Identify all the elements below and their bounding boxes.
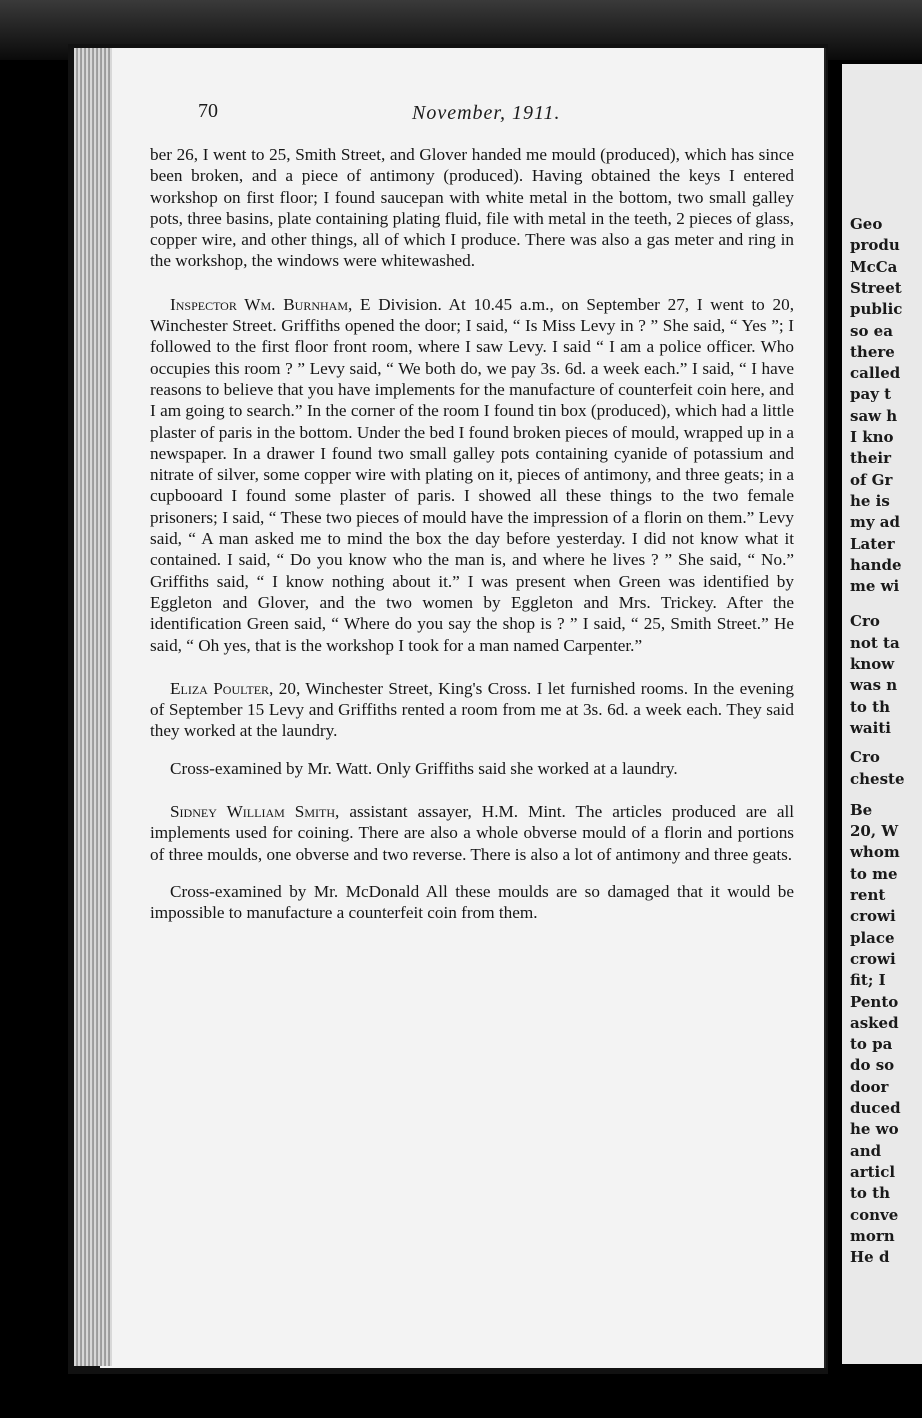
- facing-page-line: public: [850, 300, 903, 319]
- facing-page-line: Cro: [850, 612, 880, 631]
- page-number: 70: [198, 100, 218, 122]
- facing-page-line: conve: [850, 1205, 899, 1224]
- facing-page-line: crowi: [850, 949, 896, 968]
- facing-page-line: to th: [850, 697, 890, 716]
- facing-page-line: of Gr: [850, 470, 893, 489]
- facing-page-line: Pento: [850, 992, 899, 1011]
- paragraph-text: ber 26, I went to 25, Smith Street, and Glover handed me mould (produced), which has since been broken, and a piece of antimony (produced). Having obtained the keys I entered workshop on first floor; I found saucepan with white metal in the bottom, two small galley pots, three basins, plate containing plating fluid, file with metal in the teeth, 2 pieces of glass, copper wire, and other things, all of which I produce. There was also a gas meter and ring in the workshop, the windows were whitewashed.: [150, 145, 794, 271]
- facing-page-line: McCa: [850, 257, 898, 276]
- facing-page-line: to pa: [850, 1035, 893, 1054]
- facing-page-line: Cro: [850, 748, 880, 767]
- facing-page-line: asked: [850, 1013, 899, 1032]
- facing-page-line: he is: [850, 491, 890, 510]
- facing-page-line: whom: [850, 843, 900, 862]
- page-body: [150, 144, 794, 924]
- facing-page-line: crowi: [850, 907, 896, 926]
- facing-page-line: pay t: [850, 385, 892, 404]
- facing-page-line: I kno: [850, 428, 894, 446]
- facing-page-line: Later: [850, 534, 895, 553]
- facing-page-line: place: [850, 928, 895, 947]
- paragraph-text: assistant assayer, H.M. Mint. The articles produced are all implements used for coining. There are also a whole obverse mould of a florin and portions of three moulds, one obverse and two reverse. There is also a lot of antimony and three geats.: [150, 802, 794, 864]
- facing-page-line: door: [850, 1077, 889, 1096]
- facing-page-line: He d: [850, 1248, 890, 1267]
- facing-page-line: he wo: [850, 1120, 899, 1139]
- facing-page-line: so ea: [850, 321, 893, 340]
- facing-page-line: articl: [850, 1162, 896, 1181]
- paragraph-cross-watt: [150, 758, 794, 779]
- facing-page-line: know: [850, 655, 895, 673]
- facing-page-line: 20, W: [850, 822, 899, 841]
- facing-page-line: do so: [850, 1056, 895, 1075]
- facing-page-line: to th: [850, 1184, 890, 1203]
- paragraph-text: Cross-examined by Mr. McDonald All these moulds are so damaged that it would be impossible to manufacture a counterfeit coin from them.: [150, 881, 794, 923]
- page-edges: [74, 48, 112, 1366]
- paragraph-cross-mcdonald: [150, 881, 794, 924]
- facing-page-line: fit; I: [850, 971, 886, 990]
- facing-page-line: duced: [850, 1099, 901, 1117]
- facing-page-line: was n: [850, 676, 898, 695]
- facing-page-line: Street: [850, 278, 902, 297]
- facing-page-line: not ta: [850, 633, 900, 652]
- facing-page-line: waiti: [850, 718, 891, 737]
- facing-page-line: there: [850, 342, 895, 361]
- paragraph-burnham: [150, 294, 794, 656]
- facing-page-line: morn: [850, 1226, 895, 1245]
- facing-page-line: my ad: [850, 513, 901, 532]
- facing-page-line: saw h: [850, 406, 898, 425]
- facing-page-line: rent: [850, 886, 886, 904]
- facing-page-line: to me: [850, 864, 898, 883]
- paragraph-text: Cross-examined by Mr. Watt. Only Griffiths said she worked at a laundry.: [170, 758, 678, 778]
- witness-name: Inspector Wm. Burnham,: [170, 294, 353, 314]
- facing-page-line: hande: [850, 555, 902, 574]
- running-head: November, 1911.: [412, 102, 561, 124]
- paragraph-poulter: [150, 678, 794, 742]
- witness-name: Eliza Poulter,: [170, 678, 274, 698]
- facing-page-line: and: [850, 1141, 882, 1160]
- paragraph-smith: [150, 801, 794, 865]
- witness-name: Sidney William Smith,: [170, 802, 340, 822]
- facing-page-line: produ: [850, 236, 900, 255]
- paragraph-text: 20, Winchester Street, King's Cross. I let furnished rooms. In the evening of September 15 Levy and Griffiths rented a room from me at 3s. 6d. a week each. They said they worked at the laundry.: [150, 678, 794, 741]
- facing-page-line: Be: [850, 800, 873, 819]
- paragraph-text: E Division. At 10.45 a.m., on September 27, I went to 20, Winchester Street. Griffiths opened the door; I said, “ Is Miss Levy in ? ” She said, “ Yes ”; I followed to the first floor front room, where I saw Levy. I said “ I am a police officer. Who occupies this room ? ” Levy said, “ We both do, we pay 3s. 6d. a week each.” I said, “ I have reasons to believe that you have implements for the manufacture of counterfeit coin here, and I am going to search.” In the corner of the room I found tin box (produced), which had a little plaster of paris in the bottom. Under the bed I found broken pieces of mould, wrapped up in a newspaper. In a drawer I found two small galley pots containing cyanide of potassium and nitrate of silver, some copper wire with plating on it, pieces of antimony, and three geats; in a cupbooard I found some plaster of paris. I showed all these things to the two female prisoners; I said, “ These two pieces of mould have the impression of a florin on them.” Levy said, “ A man asked me to mind the box the day before yesterday. I did not know what it contained. I said, “ Do you know who the man is, and where he lives ? ” She said, “ No.” Griffiths said, “ I know nothing about it.” I was present when Green was identified by Eggleton and Glover, and the two women by Eggleton and Mrs. Trickey. After the identification Green said, “ Where do you say the shop is ? ” I said, “ 25, Smith Street.” He said, “ Oh yes, that is the workshop I took for a man named Carpenter.”: [150, 294, 794, 655]
- facing-page-line: called: [850, 364, 901, 383]
- page-header: [198, 92, 798, 126]
- facing-page-line: their: [850, 449, 891, 468]
- facing-page: [842, 64, 922, 1364]
- facing-page-line: cheste: [850, 769, 905, 788]
- facing-page-line: me wi: [850, 577, 900, 596]
- paragraph-continuation: [150, 144, 794, 272]
- facing-page-line: Geo: [850, 215, 883, 233]
